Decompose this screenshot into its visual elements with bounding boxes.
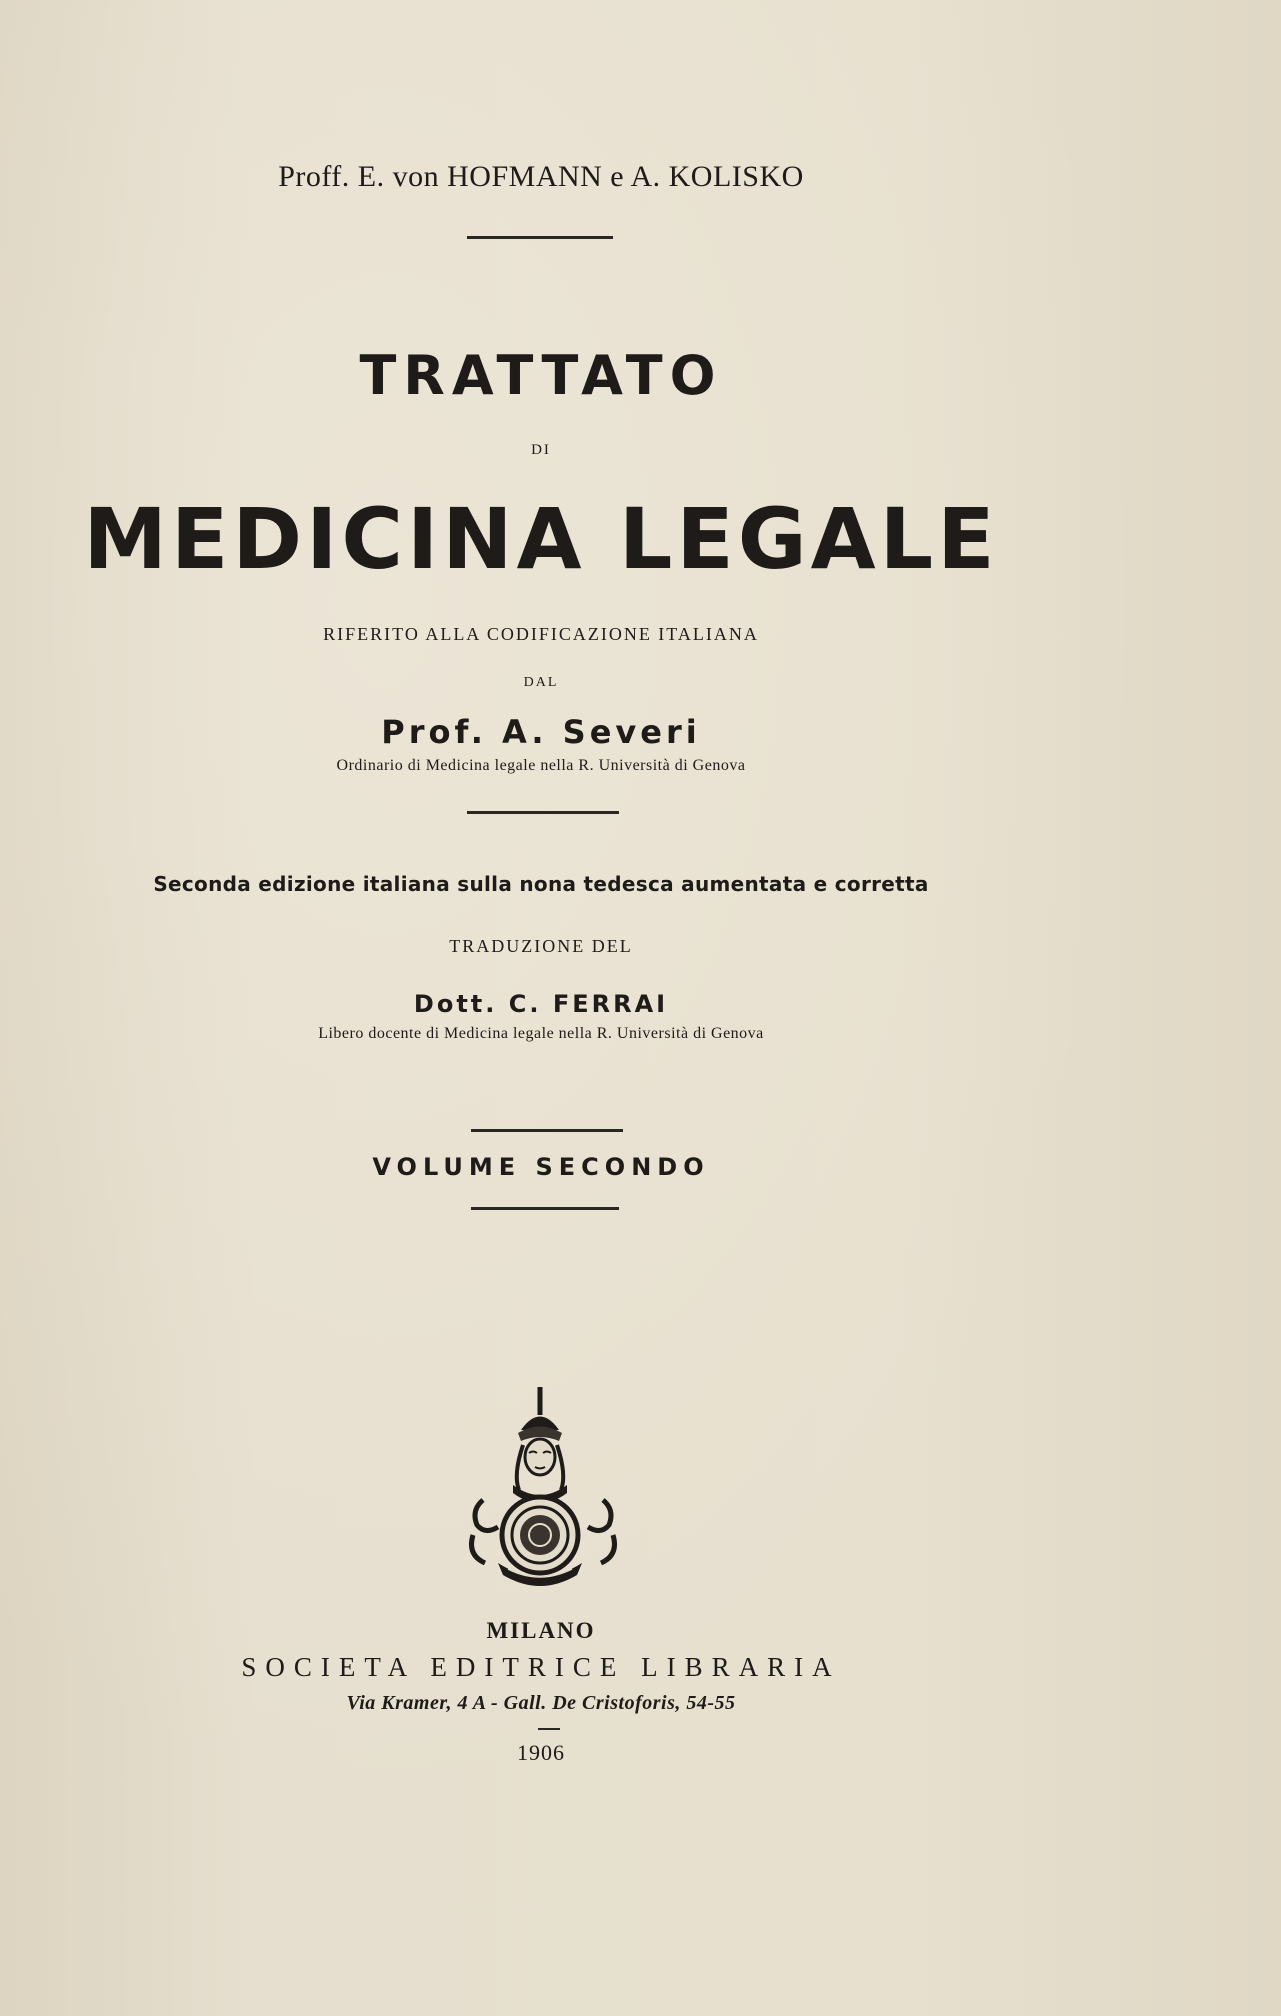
subtitle: RIFERITO ALLA CODIFICAZIONE ITALIANA <box>323 624 759 644</box>
imprint-address: Via Kramer, 4 A - Gall. De Cristoforis, 54-55 <box>346 1692 736 1714</box>
imprint-city: MILANO <box>486 1618 596 1643</box>
imprint-year: 1906 <box>517 1740 565 1765</box>
by-label: DAL <box>523 675 559 690</box>
title-connector: DI <box>531 442 551 458</box>
editor-affiliation: Ordinario di Medicina legale nella R. Università di Genova <box>336 757 746 774</box>
translation-label: TRADUZIONE DEL <box>449 936 633 956</box>
authors-line: Proff. E. von HOFMANN e A. KOLISKO <box>278 160 804 193</box>
publisher-emblem-icon <box>463 1385 623 1595</box>
volume-label: VOLUME SECONDO <box>372 1153 710 1181</box>
editor-name: Prof. A. Severi <box>381 713 701 751</box>
divider-rule <box>471 1129 623 1132</box>
translator-name: Dott. C. FERRAI <box>413 990 669 1018</box>
edition-line: Seconda edizione italiana sulla nona tedesca aumentata e corretta <box>153 872 929 896</box>
translator-affiliation: Libero docente di Medicina legale nella R. Università di Genova <box>318 1025 764 1042</box>
divider-rule <box>467 811 619 814</box>
divider-rule <box>467 236 613 239</box>
title-line-1: TRATTATO <box>359 344 723 407</box>
divider-rule <box>538 1728 560 1730</box>
title-line-2: MEDICINA LEGALE <box>83 490 999 588</box>
imprint-publisher: SOCIETA EDITRICE LIBRARIA <box>241 1652 841 1682</box>
divider-rule <box>471 1207 619 1210</box>
